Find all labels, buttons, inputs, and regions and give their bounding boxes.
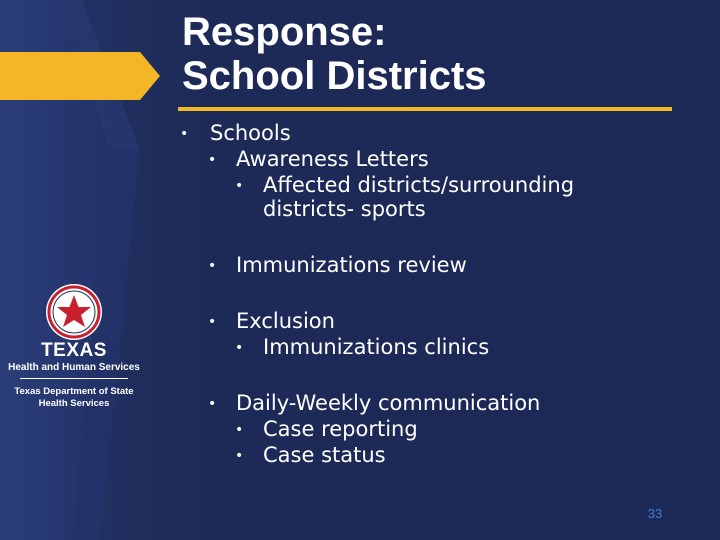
title-line-1: Response: — [182, 10, 387, 54]
texas-hhs-logo — [0, 282, 148, 422]
bullet-dot: • — [235, 422, 244, 438]
bullet-text: Daily-Weekly communication — [236, 391, 541, 415]
bullet-dot: • — [208, 396, 217, 412]
bullet-dot: • — [235, 178, 244, 194]
logo-state-name: TEXAS — [41, 340, 107, 361]
slide-title — [182, 10, 682, 98]
bullet-affected-districts — [182, 172, 702, 198]
spacer — [182, 222, 702, 252]
bullet-text: Schools — [210, 121, 291, 145]
logo-divider — [20, 378, 128, 379]
logo-department — [0, 386, 148, 410]
bullet-schools — [182, 120, 702, 146]
spacer — [182, 360, 702, 390]
logo-dept-line1: Texas Department of State — [14, 386, 134, 397]
bullet-case-reporting — [182, 416, 702, 442]
bullet-dot: • — [235, 448, 244, 464]
bullet-daily-weekly — [182, 390, 702, 416]
bullet-immunizations-review — [182, 252, 702, 278]
title-underline — [178, 107, 672, 111]
bullet-exclusion — [182, 308, 702, 334]
gold-arrow-band — [0, 52, 160, 100]
logo-agency-name: Health and Human Services — [8, 362, 140, 373]
bullet-list — [182, 120, 702, 468]
bullet-awareness-letters — [182, 146, 702, 172]
bullet-immunizations-clinics — [182, 334, 702, 360]
sidebar-decoration — [0, 0, 165, 540]
bullet-case-status — [182, 442, 702, 468]
bullet-text: Immunizations clinics — [263, 335, 490, 359]
bullet-text: Case reporting — [263, 417, 418, 441]
sidebar-shapes — [0, 0, 165, 540]
bullet-dot: • — [208, 314, 217, 330]
bullet-dot: • — [208, 152, 217, 168]
title-line-2: School Districts — [182, 54, 487, 98]
bullet-text: Case status — [263, 443, 386, 467]
logo-dept-line2: Health Services — [38, 398, 110, 409]
bullet-text: Affected districts/surrounding — [263, 173, 575, 197]
bullet-text: Immunizations review — [236, 253, 467, 277]
bullet-text: Exclusion — [236, 309, 335, 333]
page-number: 33 — [647, 506, 663, 521]
bullet-dot: • — [208, 258, 217, 274]
texas-seal-icon — [44, 282, 104, 342]
bullet-text: Awareness Letters — [236, 147, 429, 171]
spacer — [182, 278, 702, 308]
bullet-dot: • — [180, 126, 189, 142]
bullet-continuation: districts- sports — [263, 197, 426, 221]
bullet-dot: • — [235, 340, 244, 356]
